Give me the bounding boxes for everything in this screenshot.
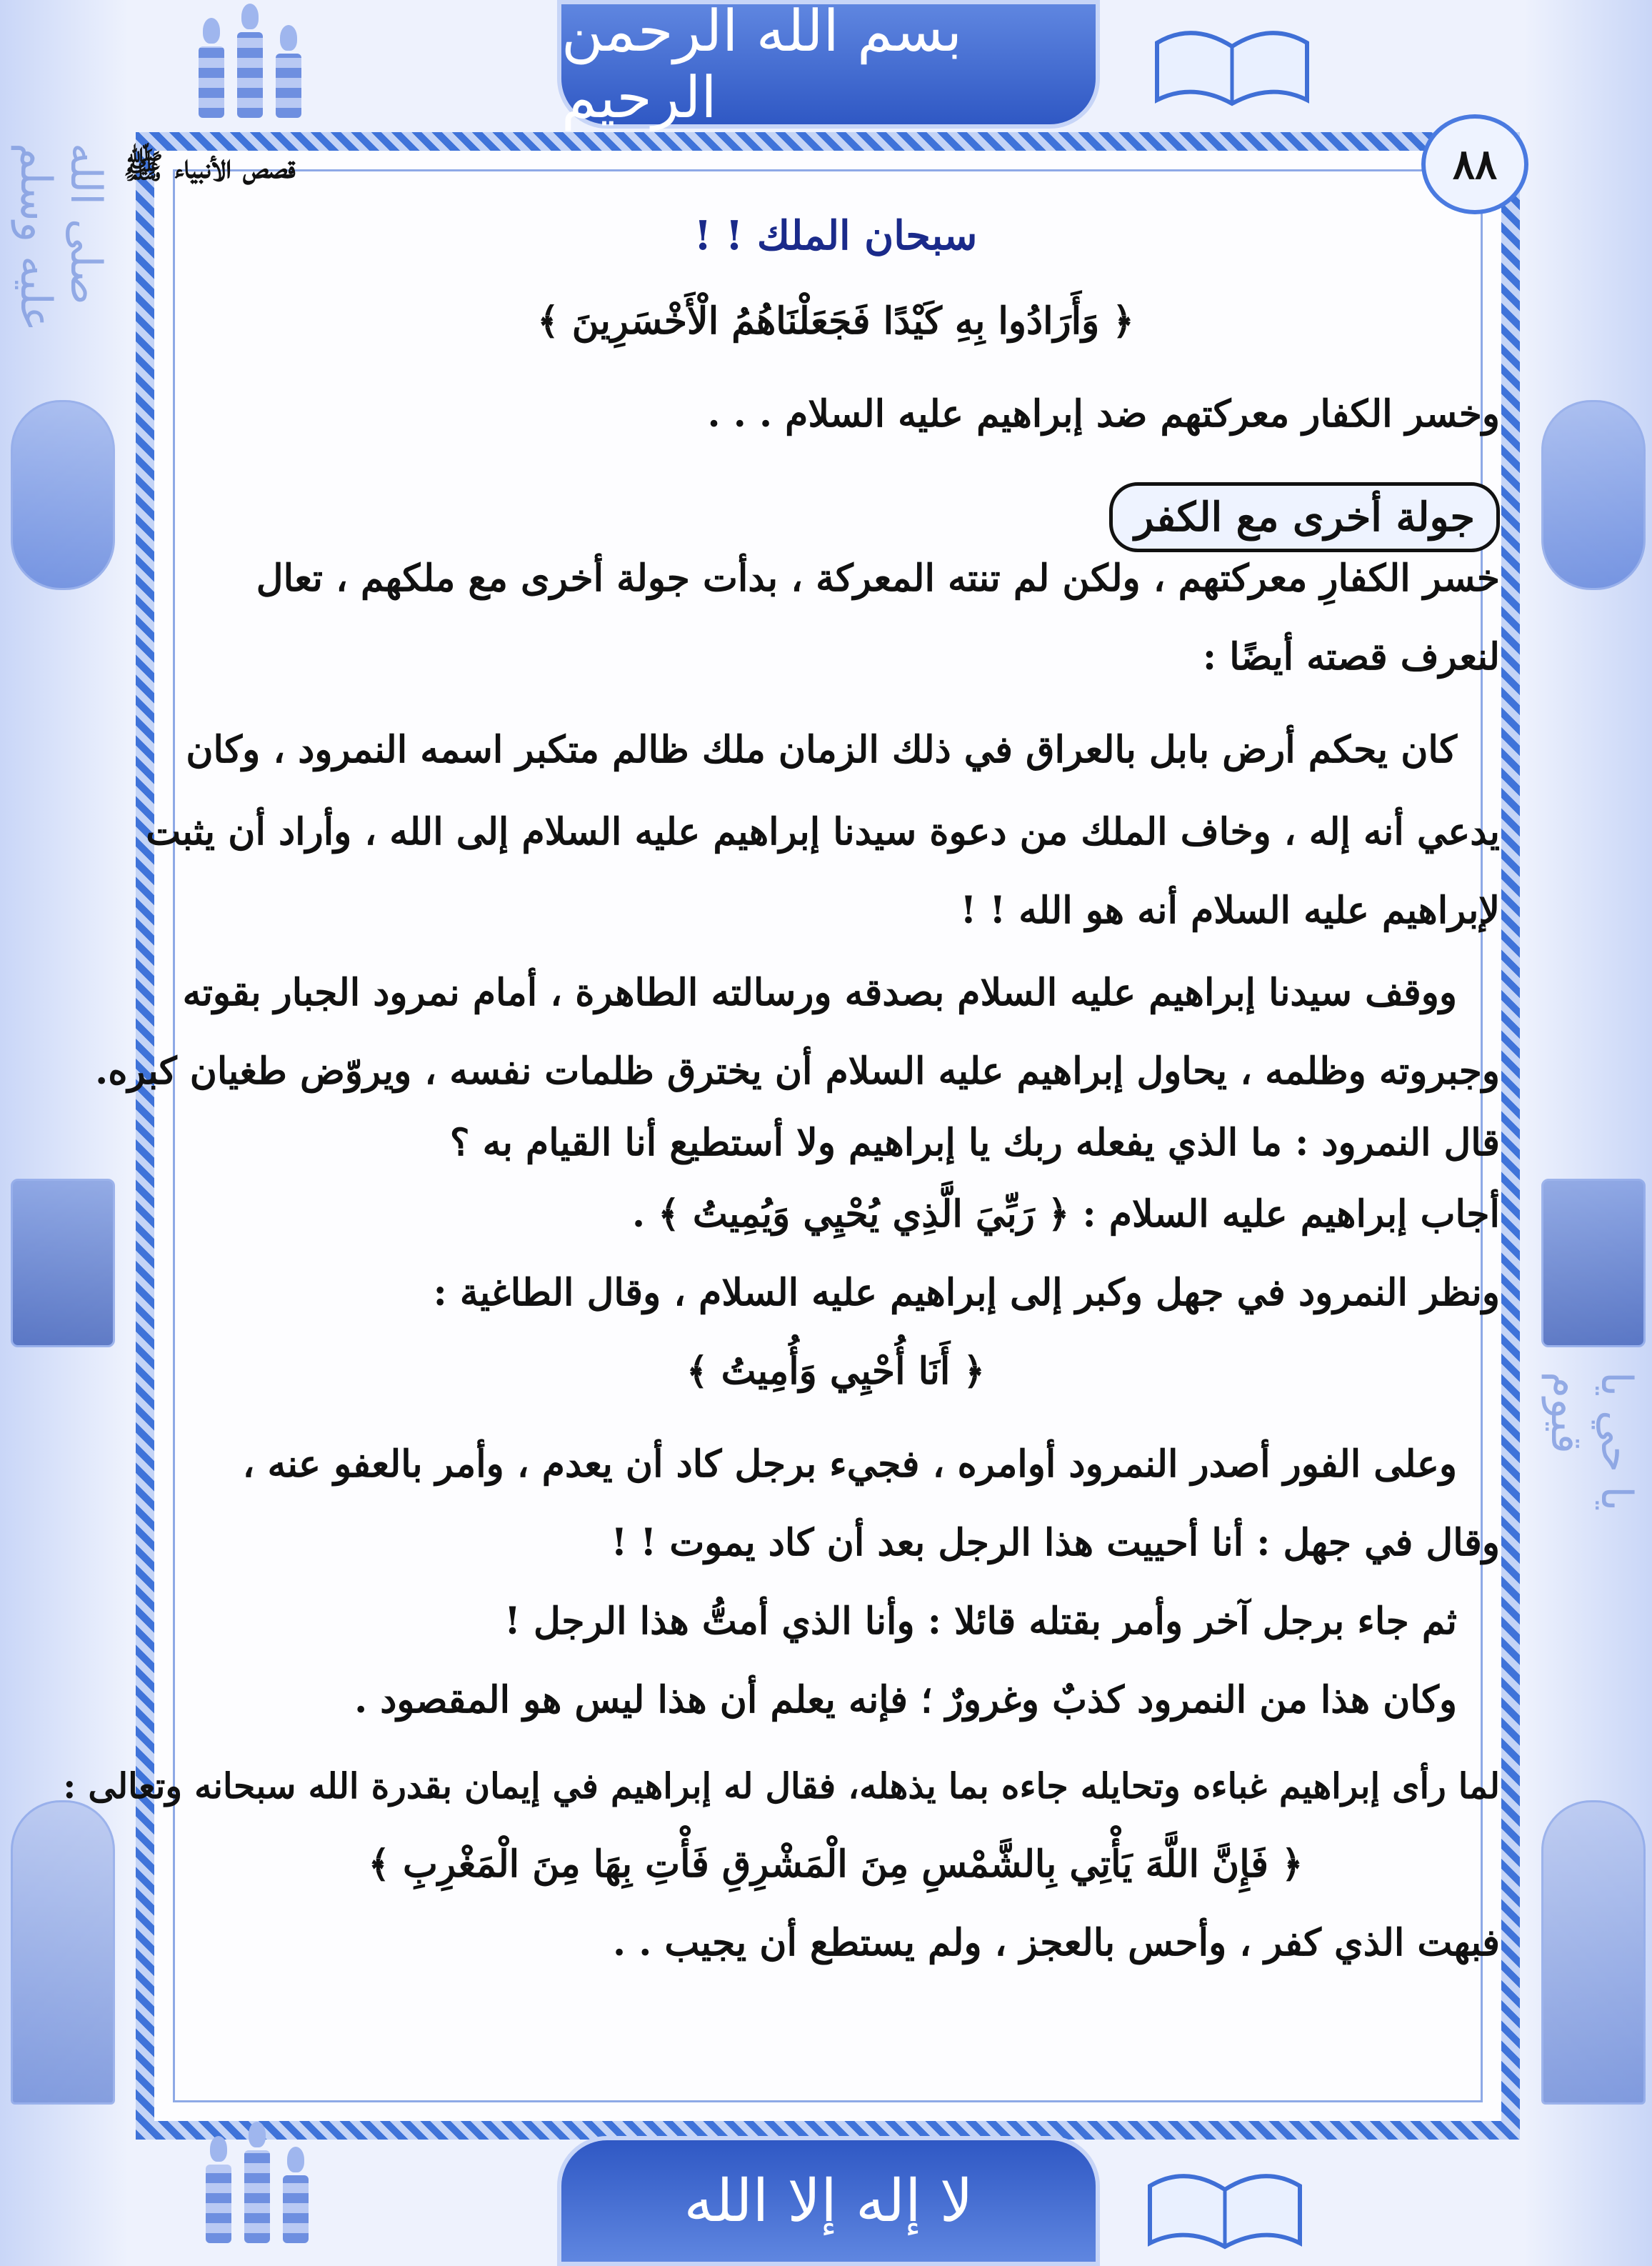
open-book-icon [1143, 2157, 1307, 2257]
open-book-icon [1150, 14, 1314, 114]
quran-verse: ﴿ أَنَا أُحْيِي وَأُمِيتُ ﴾ [686, 1349, 985, 1393]
candles-ornament-bottom [186, 2136, 329, 2243]
right-kaaba-image [1541, 1179, 1646, 1347]
text-line: وجبروته وظلمه ، يحاول إبراهيم عليه السلام أن يخترق ظلمات نفسه ، ويروّض طغيان كبره. [95, 1049, 1500, 1093]
text-line: وخسر الكفار معركتهم ضد إبراهيم عليه السلام . . . [707, 392, 1500, 436]
right-medallion-ornament [1541, 400, 1646, 590]
candle-icon [283, 2175, 309, 2243]
candles-ornament-top [179, 11, 321, 118]
text-line: ثم جاء برجل آخر وأمر بقتله قائلا : وأنا الذي أمتُّ هذا الرجل ! [504, 1599, 1457, 1643]
candle-icon [206, 2165, 231, 2243]
text-line: يدعي أنه إله ، وخاف الملك من دعوة سيدنا إبراهيم عليه السلام إلى الله ، وأراد أن يثبت [146, 810, 1500, 854]
text-line: كان يحكم أرض بابل بالعراق في ذلك الزمان ملك ظالم متكبر اسمه النمرود ، وكان [186, 728, 1457, 772]
left-calligraphy-ornament-2 [11, 1372, 111, 1586]
text-line: ونظر النمرود في جهل وكبر إلى إبراهيم عليه السلام ، وقال الطاغية : [433, 1271, 1500, 1314]
left-mosque-image [11, 1800, 115, 2105]
text-line: ووقف سيدنا إبراهيم عليه السلام بصدقه ورسالته الطاهرة ، أمام نمرود الجبار بقوته [182, 971, 1457, 1014]
candle-icon [237, 32, 263, 118]
quran-verse: ﴿ وَأَرَادُوا بِهِ كَيْدًا فَجَعَلْنَاهُمُ الْأَخْسَرِينَ ﴾ [537, 299, 1134, 343]
page-number: ٨٨ [1421, 114, 1528, 214]
right-mosque-image [1541, 1800, 1646, 2105]
text-line: وكان هذا من النمرود كذبٌ وغرورٌ ؛ فإنه يعلم أن هذا ليس هو المقصود . [354, 1678, 1457, 1722]
bottom-banner [557, 2136, 1100, 2266]
left-calligraphy-ornament [11, 143, 111, 357]
right-calligraphy-ornament [1541, 686, 1641, 900]
text-line: لنعرف قصته أيضًا : [1202, 635, 1500, 679]
top-banner [557, 0, 1100, 129]
text-line: قال النمرود : ما الذي يفعله ربك يا إبراهيم ولا أستطيع أنا القيام به ؟ [449, 1121, 1500, 1164]
text-line: وعلى الفور أصدر النمرود أوامره ، فجيء برجل كاد أن يعدم ، وأمر بالعفو عنه ، [242, 1442, 1457, 1486]
book-title: قصص الأنبياء ﷺ [124, 147, 296, 186]
text-line: وقال في جهل : أنا أحييت هذا الرجل بعد أن كاد يموت ! ! [611, 1521, 1500, 1564]
bottom-banner-text: لا إله إلا الله [684, 2167, 973, 2235]
quran-verse: ﴿ فَإِنَّ اللَّهَ يَأْتِي بِالشَّمْسِ مِنَ الْمَشْرِقِ فَأْتِ بِهَا مِنَ الْمَغْرِبِ ﴾ [368, 1842, 1303, 1886]
right-calligraphy-ornament-2 [1541, 1372, 1641, 1586]
title-line: سبحان الملك ! ! [694, 212, 978, 259]
text-line: أجاب إبراهيم عليه السلام : ﴿ رَبِّيَ الَّذِي يُحْيِي وَيُمِيتُ ﴾ . [632, 1192, 1500, 1236]
top-banner-text: بسم الله الرحمن الرحيم [561, 0, 963, 131]
candle-icon [244, 2150, 270, 2243]
main-text [63, 207, 1500, 2079]
left-calligraphy-text: صلى الله عليه وسلم [11, 143, 111, 332]
text-line: خسر الكفارِ معركتهم ، ولكن لم تنته المعركة ، بدأت جولة أخرى مع ملكهم ، تعال [256, 556, 1500, 600]
section-heading: جولة أخرى مع الكفر [1109, 482, 1500, 552]
left-medallion-ornament [11, 400, 115, 590]
right-decoration-column [1531, 129, 1652, 2172]
left-decoration-column [0, 129, 121, 2172]
text-line: لإبراهيم عليه السلام أنه هو الله ! ! [960, 889, 1500, 932]
candle-icon [199, 46, 224, 118]
candle-icon [276, 54, 301, 118]
text-line: لما رأى إبراهيم غباءه وتحايله جاءه بما يذهله، فقال له إبراهيم في إيمان بقدرة الله سبحانه وتعالى : [63, 1765, 1500, 1807]
text-line: فبهت الذي كفر ، وأحس بالعجز ، ولم يستطع أن يجيب . . [612, 1921, 1500, 1965]
right-calligraphy-text: يا حي يا قيوم [1541, 1372, 1641, 1512]
left-kaaba-image [11, 1179, 115, 1347]
